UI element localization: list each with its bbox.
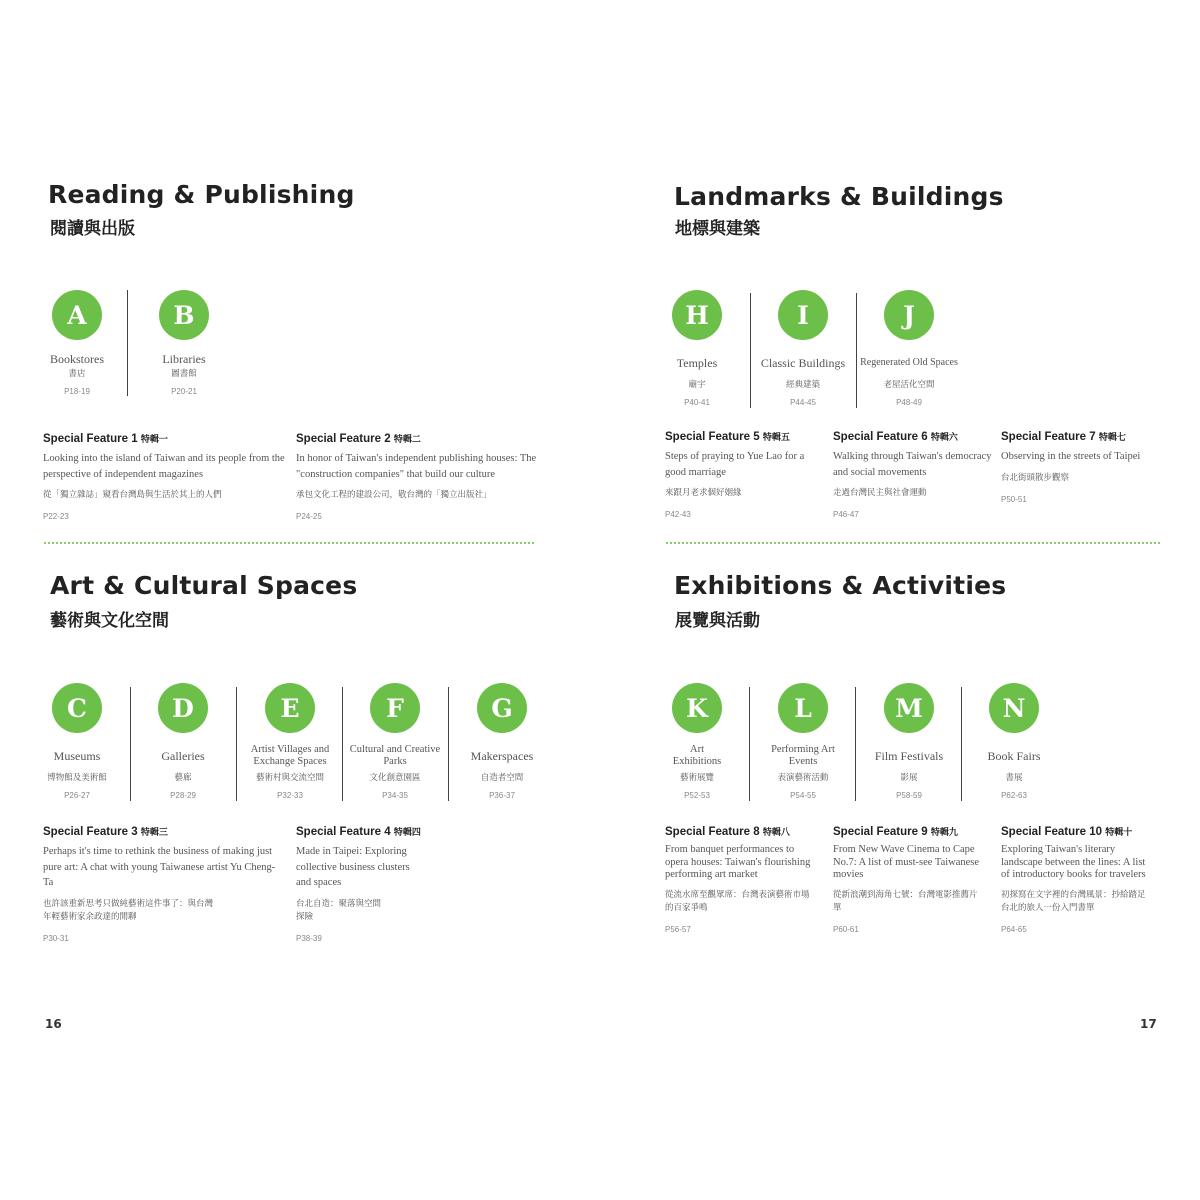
feature-title-zh: 特輯八 xyxy=(762,828,790,838)
category-i[interactable] xyxy=(750,290,856,407)
category-letter: I xyxy=(778,290,828,340)
category-letter: C xyxy=(52,683,102,733)
feature-description: Perhaps it's time to rethink the business of making just pure art: A chat with young Taiwanese artist Yu Cheng-Ta xyxy=(43,846,276,888)
category-name: Classic Buildings xyxy=(760,356,846,370)
special-feature-5[interactable] xyxy=(665,430,825,519)
category-name: Galleries xyxy=(161,749,205,763)
section-title: Exhibitions & Activities xyxy=(674,571,1007,600)
feature-description-zh: 從「獨立雜誌」窺看台灣島與生活於其上的人們 xyxy=(43,490,222,500)
feature-title: Special Feature 8 xyxy=(665,826,760,838)
category-page: P20-21 xyxy=(171,387,197,396)
feature-description-zh: 初探寫在文字裡的台灣風景：抄給踏足台北的旅人一份入門書單 xyxy=(1001,889,1146,913)
category-l[interactable] xyxy=(750,683,856,800)
section-title-zh: 地標與建築 xyxy=(675,219,760,239)
feature-description-zh: 從流水席至觀眾席：台灣表演藝術市場的百家爭鳴 xyxy=(665,889,810,913)
feature-title: Special Feature 10 xyxy=(1001,826,1102,838)
feature-description-zh: 走過台灣民主與社會運動 xyxy=(833,488,927,498)
feature-title-zh: 特輯六 xyxy=(930,433,958,443)
category-f[interactable] xyxy=(342,683,448,800)
dotted-separator xyxy=(43,541,535,545)
category-name: Regenerated Old Spaces xyxy=(860,357,958,368)
category-name-zh: 廟宇 xyxy=(688,380,706,390)
feature-title: Special Feature 9 xyxy=(833,826,928,838)
category-name: Temples xyxy=(676,356,718,370)
feature-description: Exploring Taiwan's literary landscape between the lines: A list of introductory books for travelers xyxy=(1001,844,1146,880)
category-letter: D xyxy=(158,683,208,733)
special-feature-1[interactable] xyxy=(43,432,285,521)
feature-page: P38-39 xyxy=(296,933,322,943)
category-name-zh: 藝廊 xyxy=(174,773,192,783)
category-name-zh: 書展 xyxy=(1005,773,1023,783)
category-name-zh: 文化創意園區 xyxy=(369,773,421,783)
category-name-zh: 藝術村與交流空間 xyxy=(255,773,324,783)
feature-title-zh: 特輯七 xyxy=(1098,433,1126,443)
category-name: Museums xyxy=(53,749,101,763)
feature-title-zh: 特輯九 xyxy=(930,828,958,838)
category-name: Makerspaces xyxy=(470,749,534,763)
feature-title: Special Feature 5 xyxy=(665,431,760,443)
dotted-separator xyxy=(665,541,1160,545)
feature-page: P24-25 xyxy=(296,512,322,521)
feature-title: Special Feature 4 xyxy=(296,826,391,838)
category-name: Artist Villages and Exchange Spaces xyxy=(250,744,330,767)
category-page: P52-53 xyxy=(684,791,710,800)
special-feature-2[interactable] xyxy=(296,432,546,521)
category-name-zh: 影展 xyxy=(900,773,918,783)
section-title: Reading & Publishing xyxy=(48,180,355,209)
feature-title-zh: 特輯五 xyxy=(762,433,790,443)
feature-title: Special Feature 6 xyxy=(833,431,928,443)
category-page: P54-55 xyxy=(790,791,816,800)
category-page: P18-19 xyxy=(64,387,90,396)
feature-description-zh: 台北街頭散步觀察 xyxy=(1001,472,1070,483)
category-page: P40-41 xyxy=(684,398,710,407)
feature-title: Special Feature 1 xyxy=(43,433,138,445)
category-a[interactable] xyxy=(24,290,130,396)
feature-title-zh: 特輯十 xyxy=(1105,828,1133,838)
feature-title: Special Feature 2 xyxy=(296,433,391,445)
feature-description: From banquet performances to opera houses: Taiwan's flourishing performing art market xyxy=(665,844,811,880)
section-title: Landmarks & Buildings xyxy=(674,182,1004,211)
feature-page: P56-57 xyxy=(665,924,691,934)
page-number-right: 17 xyxy=(1140,1017,1157,1031)
category-page: P32-33 xyxy=(277,791,303,800)
feature-description: Observing in the streets of Taipei xyxy=(1001,451,1141,462)
category-letter: L xyxy=(778,683,828,733)
category-letter: A xyxy=(52,290,102,340)
category-name-zh: 圖書館 xyxy=(171,369,197,379)
category-name-zh: 書店 xyxy=(68,369,86,379)
feature-description-zh: 來跟月老求個好姻緣 xyxy=(665,488,742,498)
page-number-left: 16 xyxy=(45,1017,62,1031)
feature-page: P60-61 xyxy=(833,924,859,934)
feature-description-zh: 承包文化工程的建設公司，敬台灣的「獨立出版社」 xyxy=(296,490,492,500)
category-name-zh: 經典建築 xyxy=(785,380,820,390)
feature-description: In honor of Taiwan's independent publishing houses: The "construction companies" that build our culture xyxy=(296,453,537,480)
special-feature-6[interactable] xyxy=(833,430,998,519)
feature-description: Walking through Taiwan's democracy and social movements xyxy=(833,451,992,478)
feature-description-zh: 從新浪潮到海角七號：台灣電影推薦片單 xyxy=(833,889,978,913)
section-title-zh: 閱讀與出版 xyxy=(50,219,135,239)
category-page: P58-59 xyxy=(896,791,922,800)
category-letter: H xyxy=(672,290,722,340)
feature-title: Special Feature 7 xyxy=(1001,431,1096,443)
feature-description: Looking into the island of Taiwan and its people from the perspective of independent magazines xyxy=(43,453,285,480)
special-feature-8[interactable] xyxy=(665,825,815,934)
category-name-zh: 自造者空間 xyxy=(480,773,524,783)
section-title-zh: 藝術與文化空間 xyxy=(50,611,169,631)
feature-title: Special Feature 3 xyxy=(43,826,138,838)
category-name: Bookstores xyxy=(50,351,104,366)
category-c[interactable] xyxy=(24,683,130,800)
feature-description: From New Wave Cinema to Cape No.7: A list of must-see Taiwanese movies xyxy=(833,844,980,880)
section-title-zh: 展覽與活動 xyxy=(675,611,760,631)
feature-description: Made in Taipei: Exploring collective business clusters and spaces xyxy=(296,846,410,888)
feature-page: P22-23 xyxy=(43,512,69,521)
category-letter: B xyxy=(159,290,209,340)
category-letter: K xyxy=(672,683,722,733)
feature-description-zh: 台北自造：聚落與空間探險 xyxy=(296,898,382,922)
category-letter: F xyxy=(370,683,420,733)
category-name: Cultural and Creative Parks xyxy=(349,744,441,767)
category-name: Film Festivals xyxy=(874,749,944,763)
feature-title-zh: 特輯四 xyxy=(393,828,421,838)
special-feature-9[interactable] xyxy=(833,825,983,934)
category-page: P28-29 xyxy=(170,791,196,800)
special-feature-10[interactable] xyxy=(1001,825,1151,934)
category-e[interactable] xyxy=(237,683,343,800)
category-name-zh: 藝術展覽 xyxy=(679,773,714,783)
feature-description-zh: 也許該重新思考只做純藝術這件事了：與台灣年輕藝術家余政達的閒聊 xyxy=(43,898,214,922)
category-name: Book Fairs xyxy=(987,749,1041,763)
special-feature-4[interactable] xyxy=(296,825,536,943)
category-name: Performing Art Events xyxy=(771,744,835,767)
category-name: Libraries xyxy=(162,351,206,366)
feature-description: Steps of praying to Yue Lao for a good marriage xyxy=(665,451,805,478)
feature-page: P42-43 xyxy=(665,510,691,519)
feature-page: P46-47 xyxy=(833,510,859,519)
category-page: P34-35 xyxy=(382,791,408,800)
category-h[interactable] xyxy=(644,290,750,407)
special-feature-7[interactable] xyxy=(1001,430,1151,504)
category-d[interactable] xyxy=(130,683,236,800)
category-letter: N xyxy=(989,683,1039,733)
category-k[interactable] xyxy=(644,683,750,800)
category-letter: J xyxy=(884,290,934,340)
category-name: Art Exhibitions xyxy=(672,744,722,767)
divider xyxy=(127,290,128,396)
feature-page: P64-65 xyxy=(1001,924,1027,934)
category-n[interactable] xyxy=(961,683,1067,800)
special-feature-3[interactable] xyxy=(43,825,285,943)
category-j[interactable] xyxy=(856,290,962,407)
category-page: P62-63 xyxy=(1001,791,1027,800)
category-g[interactable] xyxy=(449,683,555,800)
category-b[interactable] xyxy=(131,290,237,396)
category-letter: M xyxy=(884,683,934,733)
category-letter: G xyxy=(477,683,527,733)
category-page: P36-37 xyxy=(489,791,515,800)
category-page: P48-49 xyxy=(896,398,922,407)
feature-page: P50-51 xyxy=(1001,494,1027,504)
category-name-zh: 博物館及美術館 xyxy=(47,773,107,783)
feature-title-zh: 特輯二 xyxy=(393,435,421,445)
category-letter: E xyxy=(265,683,315,733)
feature-title-zh: 特輯三 xyxy=(140,828,168,838)
category-name-zh: 老屋活化空間 xyxy=(883,380,935,390)
section-title: Art & Cultural Spaces xyxy=(50,571,358,600)
category-page: P26-27 xyxy=(64,791,90,800)
category-name-zh: 表演藝術活動 xyxy=(777,773,829,783)
feature-title-zh: 特輯一 xyxy=(140,435,168,445)
feature-page: P30-31 xyxy=(43,933,69,943)
category-m[interactable] xyxy=(856,683,962,800)
category-page: P44-45 xyxy=(790,398,816,407)
